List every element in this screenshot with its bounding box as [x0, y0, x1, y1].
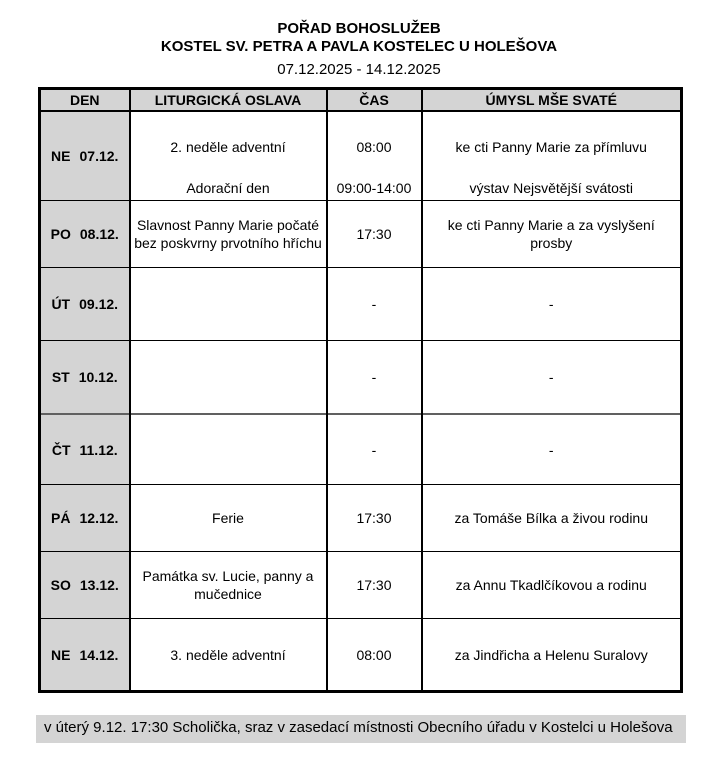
day-abbreviation: PO — [50, 226, 71, 242]
time-cell: 17:30 — [327, 201, 422, 268]
table-row-sunday-07-12 — [40, 111, 682, 201]
document-title: POŘAD BOHOSLUŽEB — [277, 20, 441, 37]
time-cell: 17:30 — [327, 552, 422, 619]
time-cell: - — [327, 341, 422, 415]
day-cell — [40, 111, 130, 201]
intention-entries — [426, 114, 678, 198]
liturgy-cell: Ferie — [130, 485, 327, 552]
day-cell — [40, 414, 130, 485]
day-abbreviation: ÚT — [51, 296, 71, 312]
day-date: 09.12. — [79, 296, 119, 312]
liturgy-cell — [130, 414, 327, 485]
column-header-time: ČAS — [327, 89, 422, 112]
column-header-day: DEN — [40, 89, 130, 112]
day-date: 13.12. — [79, 577, 119, 593]
day-date: 11.12. — [79, 441, 118, 458]
table-row-saturday-13-12 — [40, 552, 682, 619]
day-date: 08.12. — [79, 226, 119, 242]
column-header-intention: ÚMYSL MŠE SVATÉ — [422, 89, 682, 112]
column-header-liturgy: LITURGICKÁ OSLAVA — [130, 89, 327, 112]
intention-cell: za Annu Tkadlčíkovou a rodinu — [422, 552, 682, 619]
liturgy-cell — [130, 341, 327, 415]
day-cell — [40, 341, 130, 415]
day-abbreviation: NE — [51, 148, 71, 164]
table-row-sunday-14-12 — [40, 619, 682, 692]
day-abbreviation: SO — [50, 577, 71, 593]
intention-cell: - — [422, 268, 682, 341]
day-cell — [40, 201, 130, 268]
schedule-table — [38, 87, 683, 693]
day-date: 10.12. — [78, 369, 118, 385]
table-row-wednesday-10-12 — [40, 341, 682, 415]
intention-entry: ke cti Panny Marie za přímluvu — [455, 138, 647, 155]
day-cell — [40, 552, 130, 619]
liturgy-entry: 2. neděle adventní — [170, 138, 286, 155]
liturgy-cell: Slavnost Panny Marie počaté bez poskvrny prvotního hříchu — [130, 201, 327, 268]
time-cell: - — [327, 414, 422, 485]
time-cell: 08:00 — [327, 619, 422, 692]
document-header — [37, 20, 681, 79]
day-abbreviation: ČT — [51, 441, 71, 458]
time-entries — [331, 114, 418, 198]
day-cell — [40, 268, 130, 341]
day-date: 12.12. — [79, 510, 119, 526]
liturgy-entries — [134, 114, 323, 198]
time-entry: 08:00 — [356, 138, 392, 155]
day-abbreviation: NE — [51, 646, 71, 663]
intention-cell: - — [422, 414, 682, 485]
day-cell — [40, 485, 130, 552]
time-entry: 09:00-14:00 — [336, 180, 412, 196]
liturgy-cell — [130, 111, 327, 201]
table-header-row — [40, 89, 682, 112]
table-row-thursday-11-12 — [40, 414, 682, 485]
intention-cell: ke cti Panny Marie a za vyslyšení prosby — [422, 201, 682, 268]
intention-entry: výstav Nejsvětější svátosti — [469, 180, 633, 196]
intention-cell: za Jindřicha a Helenu Suralovy — [422, 619, 682, 692]
footer-note: v úterý 9.12. 17:30 Scholička, sraz v zasedací místnosti Obecního úřadu v Kostelci u Holešova — [36, 715, 686, 743]
intention-cell — [422, 111, 682, 201]
table-row-tuesday-09-12 — [40, 268, 682, 341]
day-abbreviation: ST — [51, 369, 70, 385]
intention-cell: za Tomáše Bílka a živou rodinu — [422, 485, 682, 552]
time-cell: - — [327, 268, 422, 341]
liturgy-cell — [130, 268, 327, 341]
intention-cell: - — [422, 341, 682, 415]
time-cell: 17:30 — [327, 485, 422, 552]
table-row-friday-12-12 — [40, 485, 682, 552]
day-abbreviation: PÁ — [51, 510, 71, 526]
table-row-monday-08-12 — [40, 201, 682, 268]
date-range: 07.12.2025 - 14.12.2025 — [277, 61, 441, 78]
day-date: 07.12. — [79, 148, 119, 164]
liturgy-cell: Památka sv. Lucie, panny a mučednice — [130, 552, 327, 619]
day-date: 14.12. — [79, 646, 119, 663]
liturgy-cell: 3. neděle adventní — [130, 619, 327, 692]
church-name: KOSTEL SV. PETRA A PAVLA KOSTELEC U HOLEŠOVA — [160, 38, 558, 55]
day-cell — [40, 619, 130, 692]
liturgy-entry: Adorační den — [186, 180, 270, 196]
time-cell — [327, 111, 422, 201]
